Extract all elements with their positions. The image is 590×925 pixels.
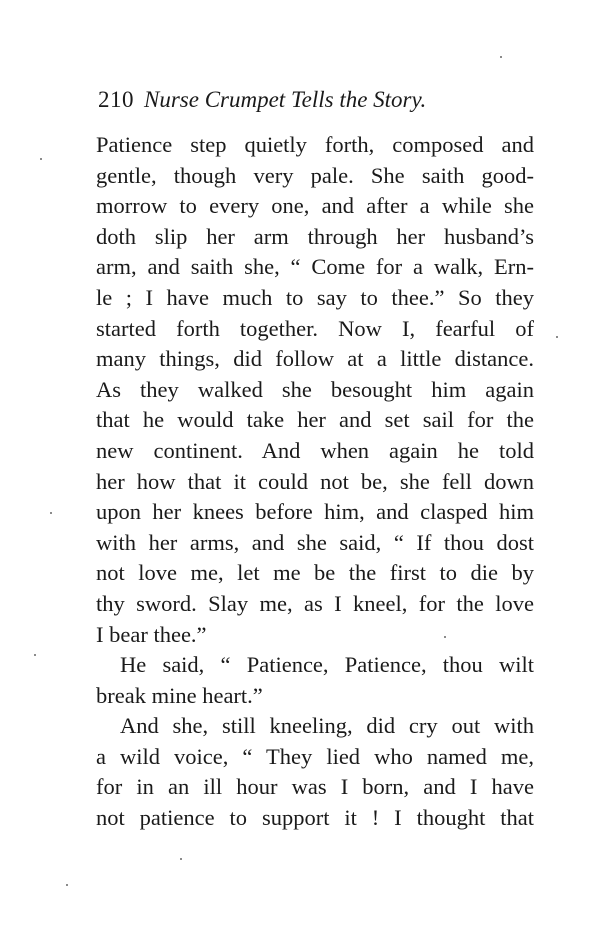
- text-line: gentle, though very pale. She saith good-: [96, 162, 534, 188]
- scan-speck: [556, 336, 558, 338]
- text-line: le ; I have much to say to thee.” So they: [96, 284, 534, 310]
- text-line: break mine heart.”: [96, 682, 263, 708]
- text-line: He said, “ Patience, Patience, thou wilt: [120, 652, 534, 678]
- text-line: started forth together. Now I, fearful of: [96, 315, 534, 341]
- scan-speck: [66, 884, 68, 886]
- scan-speck: [500, 56, 502, 58]
- scan-speck: [40, 158, 42, 160]
- text-line: a wild voice, “ They lied who named me,: [96, 743, 534, 769]
- text-line: morrow to every one, and after a while she: [96, 193, 534, 219]
- text-line: upon her knees before him, and clasped him: [96, 499, 534, 525]
- text-line: for in an ill hour was I born, and I have: [96, 774, 534, 800]
- text-line: Patience step quietly forth, composed and: [96, 132, 534, 157]
- running-title: Nurse Crumpet Tells the Story.: [144, 87, 427, 112]
- text-line: thy sword. Slay me, as I kneel, for the love: [96, 590, 534, 616]
- text-line: many things, did follow at a little distance.: [96, 346, 534, 372]
- running-head: [98, 86, 538, 114]
- scan-speck: [50, 512, 52, 514]
- text-line: that he would take her and set sail for the: [96, 407, 534, 433]
- text-line: And she, still kneeling, did cry out with: [120, 713, 534, 739]
- body-text: [96, 130, 534, 834]
- text-line: doth slip her arm through her husband’s: [96, 223, 534, 249]
- scan-speck: [34, 654, 36, 656]
- text-line: new continent. And when again he told: [96, 437, 534, 463]
- text-line: not love me, let me be the first to die by: [96, 560, 534, 586]
- text-line: arm, and saith she, “ Come for a walk, Ern-: [96, 254, 534, 280]
- text-line: not patience to support it ! I thought that: [96, 805, 534, 831]
- scan-speck: [180, 858, 182, 860]
- page-number: 210: [98, 87, 134, 112]
- text-line: I bear thee.”: [96, 621, 207, 647]
- text-line: her how that it could not be, she fell down: [96, 468, 534, 494]
- text-line: As they walked she besought him again: [96, 376, 534, 402]
- text-line: with her arms, and she said, “ If thou dost: [96, 529, 534, 555]
- scan-speck: [444, 636, 446, 638]
